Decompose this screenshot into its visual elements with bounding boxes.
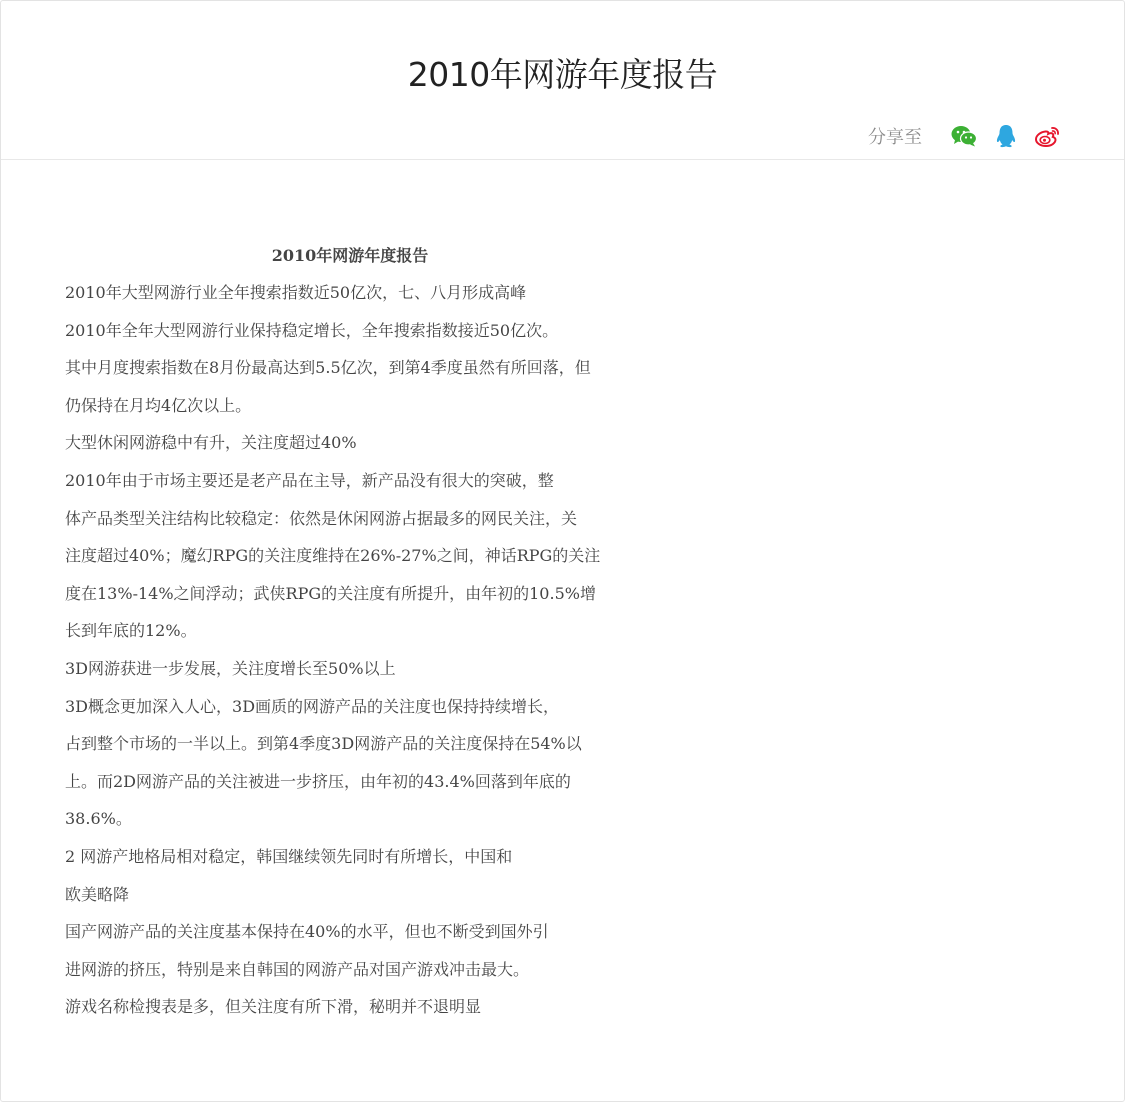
- article-line: 仍保持在月均4亿次以上。: [65, 395, 252, 415]
- qq-icon[interactable]: [992, 122, 1020, 150]
- article-line: 长到年底的12%。: [65, 621, 197, 641]
- article-line: 体产品类型关注结构比较稳定：依然是休闲网游占据最多的网民关注，关: [65, 508, 578, 528]
- page-title: 2010年网游年度报告: [407, 55, 718, 94]
- wechat-icon[interactable]: [950, 122, 978, 150]
- article-line: 国产网游产品的关注度基本保持在40%的水平，但也不断受到国外引: [65, 922, 549, 942]
- article-line: 游戏名称检搜表是多，但关注度有所下滑，秘明并不退明显: [65, 997, 482, 1017]
- article-line: 欧美略降: [65, 884, 130, 904]
- article-line: 2010年大型网游行业全年搜索指数近50亿次，七、八月形成高峰: [65, 283, 527, 302]
- share-bar: [868, 120, 1062, 152]
- article-title: 2010年网游年度报告: [271, 246, 429, 265]
- article-line: 上。而2D网游产品的关注被进一步挤压，由年初的43.4%回落到年底的: [65, 771, 571, 791]
- article-line: 注度超过40%；魔幻RPG的关注度维持在26%-27%之间，神话RPG的关注: [65, 546, 601, 566]
- article-line: 大型休闲网游稳中有升，关注度超过40%: [65, 433, 357, 453]
- article-line: 3D概念更加深入人心，3D画质的网游产品的关注度也保持持续增长，: [65, 696, 560, 716]
- article-header: [1, 1, 1124, 160]
- article-line: 2 网游产地格局相对稳定，韩国继续领先同时有所增长，中国和: [65, 846, 513, 866]
- article-line: 3D网游获进一步发展，关注度增长至50%以上: [65, 658, 396, 678]
- article-line: 占到整个市场的一半以上。到第4季度3D网游产品的关注度保持在54%以: [65, 734, 582, 754]
- article-line: 进网游的挤压，特别是来自韩国的网游产品对国产游戏冲击最大。: [65, 959, 530, 979]
- article-line: 38.6%。: [65, 809, 132, 829]
- share-label: 分享至: [868, 127, 922, 148]
- article-line: 2010年由于市场主要还是老产品在主导，新产品没有很大的突破，整: [65, 470, 554, 490]
- article-line: 2010年全年大型网游行业保持稳定增长，全年搜索指数接近50亿次。: [65, 320, 559, 340]
- article-line: 度在13%-14%之间浮动；武侠RPG的关注度有所提升，由年初的10.5%增: [65, 583, 596, 603]
- weibo-icon[interactable]: [1034, 122, 1062, 150]
- article-body: [65, 237, 635, 1026]
- article-line: 其中月度搜索指数在8月份最高达到5.5亿次，到第4季度虽然有所回落，但: [65, 358, 591, 378]
